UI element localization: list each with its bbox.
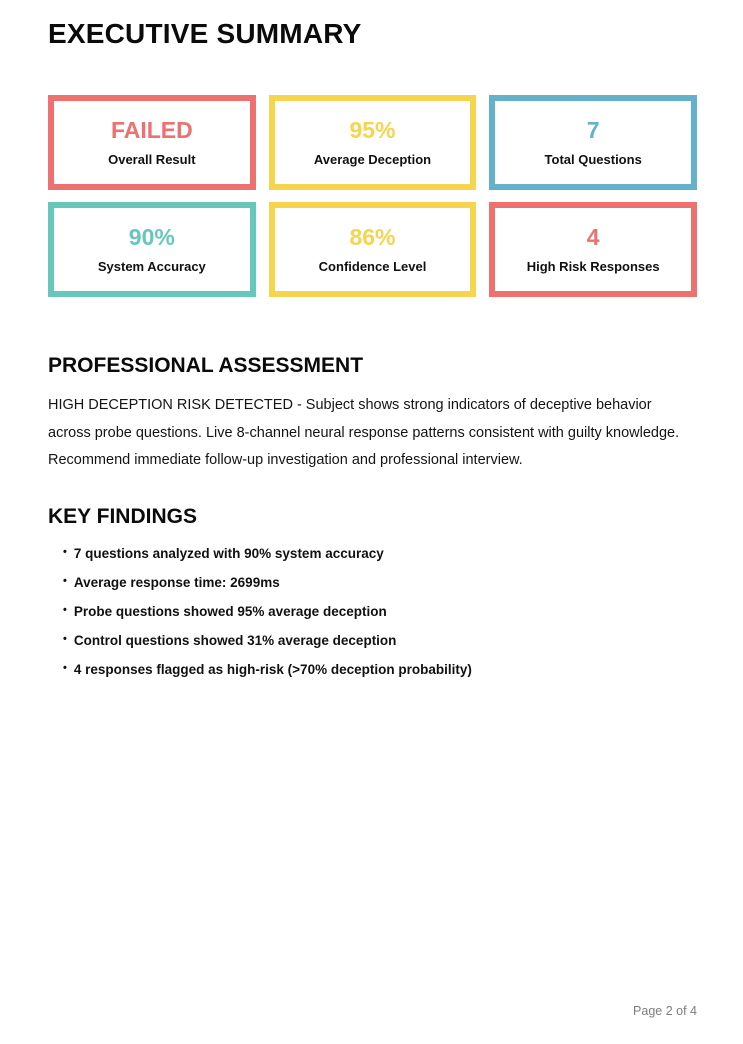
bullet-icon: • [63, 574, 67, 587]
finding-item [63, 605, 697, 619]
stat-card-value: 4 [586, 224, 600, 250]
page-title: EXECUTIVE SUMMARY [48, 18, 362, 49]
stat-card-label: High Risk Responses [526, 259, 660, 274]
stat-card [269, 202, 477, 297]
stat-card-value: 95% [349, 117, 396, 143]
finding-text: 7 questions analyzed with 90% system accuracy [73, 545, 384, 561]
stat-card-value: 7 [586, 117, 600, 143]
finding-item [63, 634, 697, 648]
stat-card-label: Total Questions [544, 152, 642, 167]
stat-card [48, 95, 256, 190]
bullet-icon: • [63, 661, 67, 674]
finding-text: 4 responses flagged as high-risk (>70% deception probability) [73, 661, 472, 677]
finding-item [63, 547, 697, 561]
findings-list [48, 547, 697, 677]
stat-card-value: 86% [349, 224, 396, 250]
finding-item [63, 576, 697, 590]
stat-card [489, 95, 697, 190]
finding-text: Control questions showed 31% average deception [73, 632, 397, 648]
stat-card-value: 90% [128, 224, 175, 250]
finding-item [63, 663, 697, 677]
bullet-icon: • [63, 632, 67, 645]
stat-card-label: Overall Result [108, 152, 196, 167]
finding-text: Probe questions showed 95% average deception [73, 603, 387, 619]
stat-card-label: System Accuracy [97, 259, 206, 274]
findings-heading: KEY FINDINGS [48, 504, 197, 528]
finding-text: Average response time: 2699ms [73, 574, 280, 590]
stat-card-label: Average Deception [313, 152, 432, 167]
page-number: Page 2 of 4 [633, 1004, 697, 1018]
assessment-heading: PROFESSIONAL ASSESSMENT [48, 354, 364, 377]
assessment-body: HIGH DECEPTION RISK DETECTED - Subject shows strong indicators of deceptive behavior across probe questions. Live 8-channel neural response patterns consistent with guilty knowledge. Recommend immediate follow-up investigation and professional interview. [48, 397, 680, 468]
stat-card-label: Confidence Level [318, 259, 427, 274]
stat-card [489, 202, 697, 297]
stat-cards-grid [48, 95, 697, 297]
stat-card [269, 95, 477, 190]
bullet-icon: • [63, 545, 67, 558]
stat-card-value: FAILED [110, 117, 193, 143]
bullet-icon: • [63, 603, 67, 616]
stat-card [48, 202, 256, 297]
